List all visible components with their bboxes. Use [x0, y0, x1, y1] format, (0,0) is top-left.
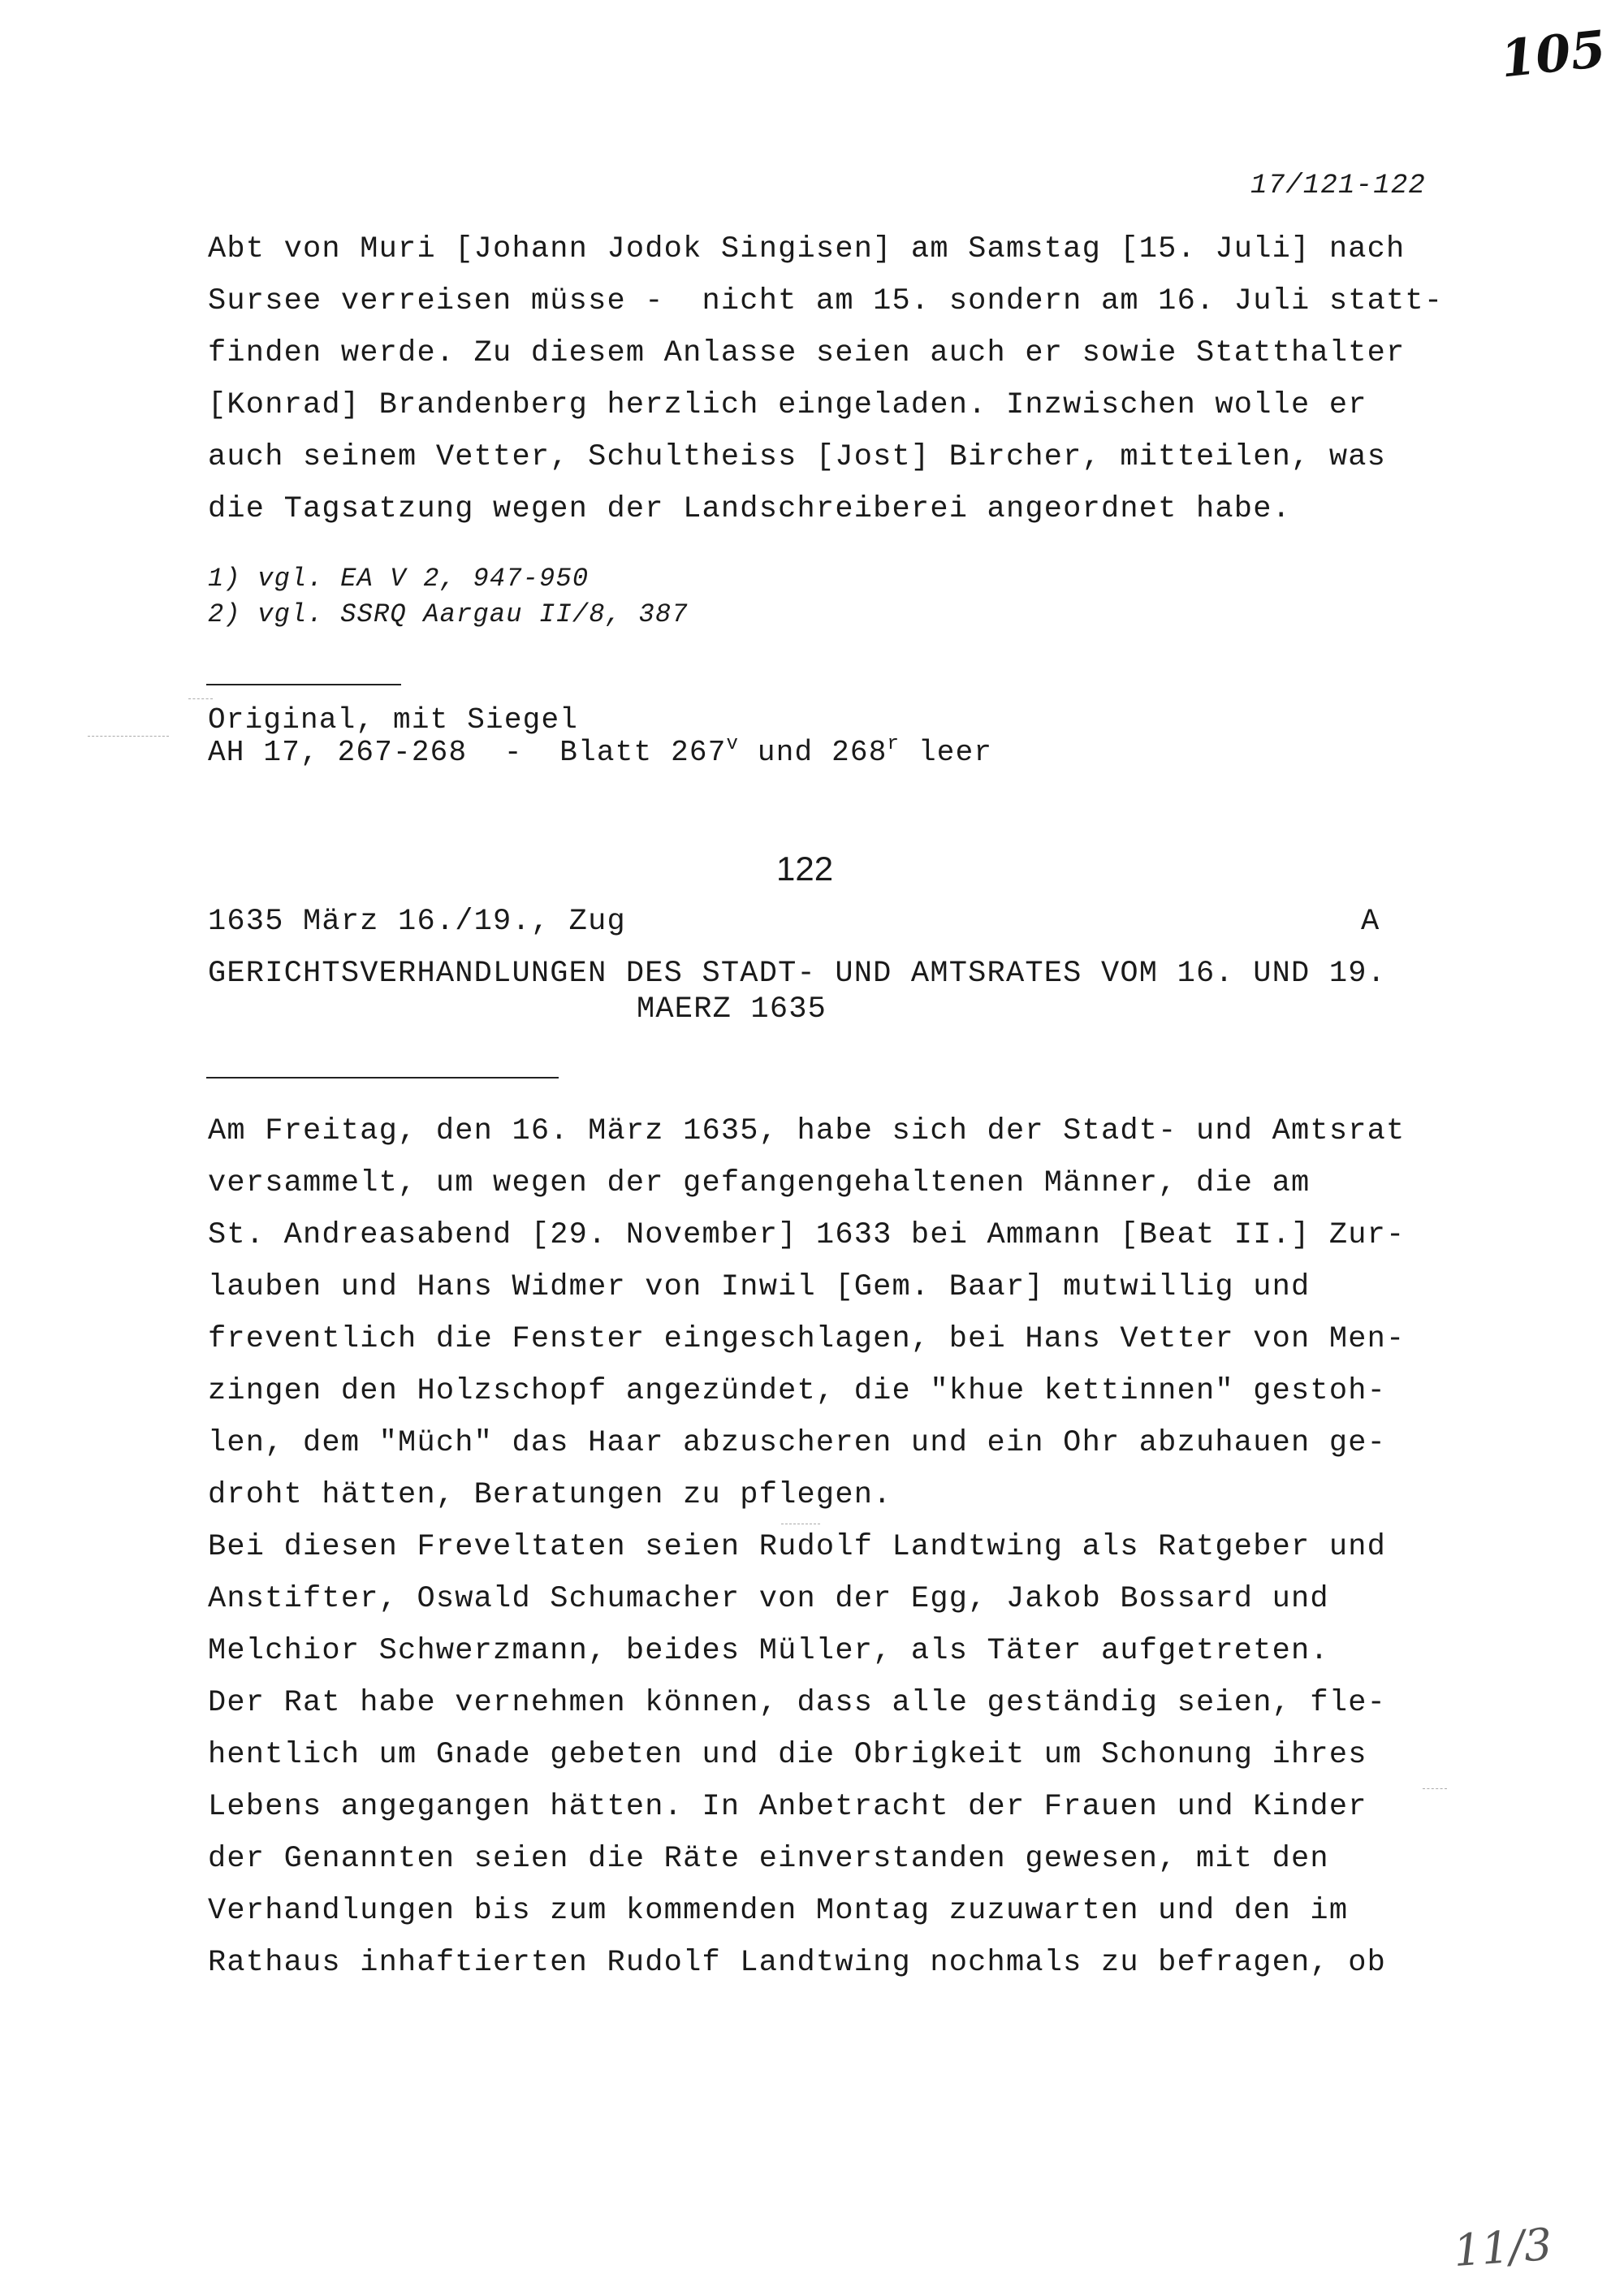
text-line: [Konrad] Brandenberg herzlich eingeladen. Inzwischen wolle er — [208, 388, 1367, 422]
entry-number: 122 — [776, 849, 834, 888]
text-line: St. Andreasabend [29. November] 1633 bei Ammann [Beat II.] Zur- — [208, 1218, 1406, 1252]
text-line: versammelt, um wegen der gefangengehaltenen Männer, die am — [208, 1166, 1311, 1200]
text-line: die Tagsatzung wegen der Landschreiberei angeordnet habe. — [208, 492, 1292, 526]
source-original: Original, mit Siegel — [208, 703, 579, 737]
scan-mark — [88, 736, 169, 737]
text-line: Bei diesen Freveltaten seien Rudolf Landtwing als Ratgeber und — [208, 1530, 1387, 1564]
text-line: hentlich um Gnade gebeten und die Obrigkeit um Schonung ihres — [208, 1738, 1367, 1772]
text-line: freventlich die Fenster eingeschlagen, bei Hans Vetter von Men- — [208, 1322, 1406, 1356]
entry-marker: A — [1361, 905, 1380, 939]
text-line: Verhandlungen bis zum kommenden Montag zuzuwarten und den im — [208, 1894, 1349, 1928]
text-line: len, dem "Müch" das Haar abzuscheren und ein Ohr abzuhauen ge- — [208, 1426, 1387, 1460]
scan-mark — [188, 698, 213, 699]
text-line: lauben und Hans Widmer von Inwil [Gem. Baar] mutwillig und — [208, 1270, 1311, 1304]
footnote: 2) vgl. SSRQ Aargau II/8, 387 — [208, 599, 689, 629]
verso-mark: v — [726, 733, 740, 755]
footnote: 1) vgl. EA V 2, 947-950 — [208, 564, 590, 594]
text-line: finden werde. Zu diesem Anlasse seien auch er sowie Statthalter — [208, 336, 1406, 370]
text-line: Der Rat habe vernehmen können, dass alle geständig seien, fle- — [208, 1686, 1387, 1720]
entry-date-place: 1635 März 16./19., Zug — [208, 905, 626, 939]
title-rule — [206, 1077, 559, 1078]
recto-mark: r — [887, 733, 901, 755]
entry-title-continued: MAERZ 1635 — [637, 992, 827, 1027]
text-line: auch seinem Vetter, Schultheiss [Jost] Bircher, mitteilen, was — [208, 440, 1387, 474]
text-line: droht hätten, Beratungen zu pflegen. — [208, 1478, 892, 1512]
separator-rule — [206, 684, 401, 685]
scan-mark — [1423, 1788, 1447, 1789]
handwritten-note: 11/3 — [1451, 2218, 1554, 2277]
text-line: Sursee verreisen müsse - nicht am 15. sondern am 16. Juli statt- — [208, 284, 1444, 318]
document-reference: 17/121-122 — [1250, 171, 1427, 201]
text-line: zingen den Holzschopf angezündet, die "khue kettinnen" gestoh- — [208, 1374, 1387, 1408]
source-archive-middle: und 268 — [739, 736, 888, 769]
source-archive-prefix: AH 17, 267-268 - Blatt 267 — [208, 736, 727, 769]
text-line: Rathaus inhaftierten Rudolf Landtwing nochmals zu befragen, ob — [208, 1946, 1387, 1980]
text-line: Lebens angegangen hätten. In Anbetracht der Frauen und Kinder — [208, 1790, 1367, 1824]
source-archive-suffix: leer — [900, 736, 993, 769]
text-line: Anstifter, Oswald Schumacher von der Egg, Jakob Bossard und — [208, 1582, 1329, 1616]
text-line: Am Freitag, den 16. März 1635, habe sich der Stadt- und Amtsrat — [208, 1114, 1406, 1148]
text-line: Melchior Schwerzmann, beides Müller, als Täter aufgetreten. — [208, 1634, 1329, 1668]
folio-number: 105 — [1497, 19, 1609, 89]
entry-title: GERICHTSVERHANDLUNGEN DES STADT- UND AMTSRATES VOM 16. UND 19. — [208, 957, 1387, 991]
text-line: der Genannten seien die Räte einverstanden gewesen, mit den — [208, 1842, 1329, 1876]
text-line: Abt von Muri [Johann Jodok Singisen] am Samstag [15. Juli] nach — [208, 232, 1406, 266]
source-archive — [208, 733, 993, 769]
